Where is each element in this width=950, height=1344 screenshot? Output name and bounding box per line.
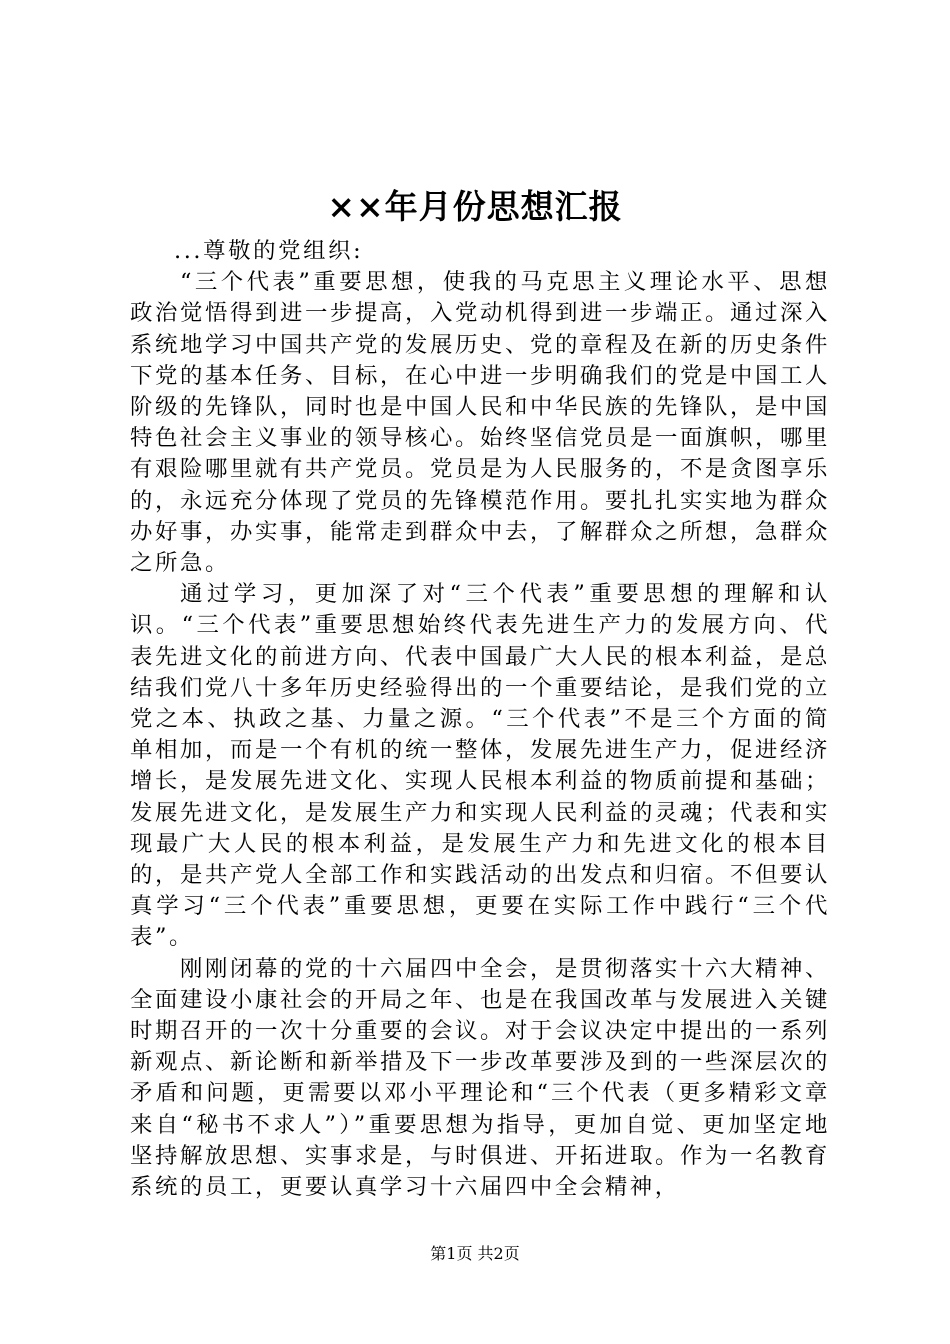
body-paragraph-1: “三个代表”重要思想，使我的马克思主义理论水平、思想政治觉悟得到进一步提高，入党动机得到进一步端正。通过深入系统地学习中国共产党的发展历史、党的章程及在新的历史条件下党的基本任务、目标，在心中进一步明确我们的党是中国工人阶级的先锋队，同时也是中国人民和中华民族的先锋队，是中国特色社会主义事业的领导核心。始终坚信党员是一面旗帜，哪里有艰险哪里就有共产党员。党员是为人民服务的，不是贪图享乐的，永远充分体现了党员的先锋模范作用。要扎扎实实地为群众办好事，办实事，能常走到群众中去，了解群众之所想，急群众之所急。 <box>130 269 830 577</box>
document-body <box>130 236 830 1203</box>
body-paragraph-3: 刚刚闭幕的党的十六届四中全会，是贯彻落实十六大精神、全面建设小康社会的开局之年、也是在我国改革与发展进入关键时期召开的一次十分重要的会议。对于会议决定中提出的一系列新观点、新论断和新举措及下一步改革要涉及到的一些深层次的矛盾和问题，更需要以邓小平理论和“三个代表（更多精彩文章来自“秘书不求人”）”重要思想为指导，更加自觉、更加坚定地坚持解放思想、实事求是，与时俱进、开拓进取。作为一名教育系统的员工，更要认真学习十六届四中全会精神， <box>130 955 830 1201</box>
document-title: ××年月份思想汇报 <box>327 187 623 226</box>
page-footer: 第1页 共2页 <box>430 1244 520 1263</box>
body-paragraph-2: 通过学习，更加深了对“三个代表”重要思想的理解和认识。“三个代表”重要思想始终代表先进生产力的发展方向、代表先进文化的前进方向、代表中国最广大人民的根本利益，是总结我们党八十多年历史经验得出的一个重要结论，是我们党的立党之本、执政之基、力量之源。“三个代表”不是三个方面的简单相加，而是一个有机的统一整体，发展先进生产力，促进经济增长，是发展先进文化、实现人民根本利益的物质前提和基础；发展先进文化，是发展生产力和实现人民利益的灵魂；代表和实现最广大人民的根本利益，是发展生产力和先进文化的根本目的，是共产党人全部工作和实践活动的出发点和归宿。不但要认真学习“三个代表”重要思想，更要在实际工作中践行“三个代表”。 <box>130 581 830 951</box>
salutation: ...尊敬的党组织: <box>174 238 364 264</box>
